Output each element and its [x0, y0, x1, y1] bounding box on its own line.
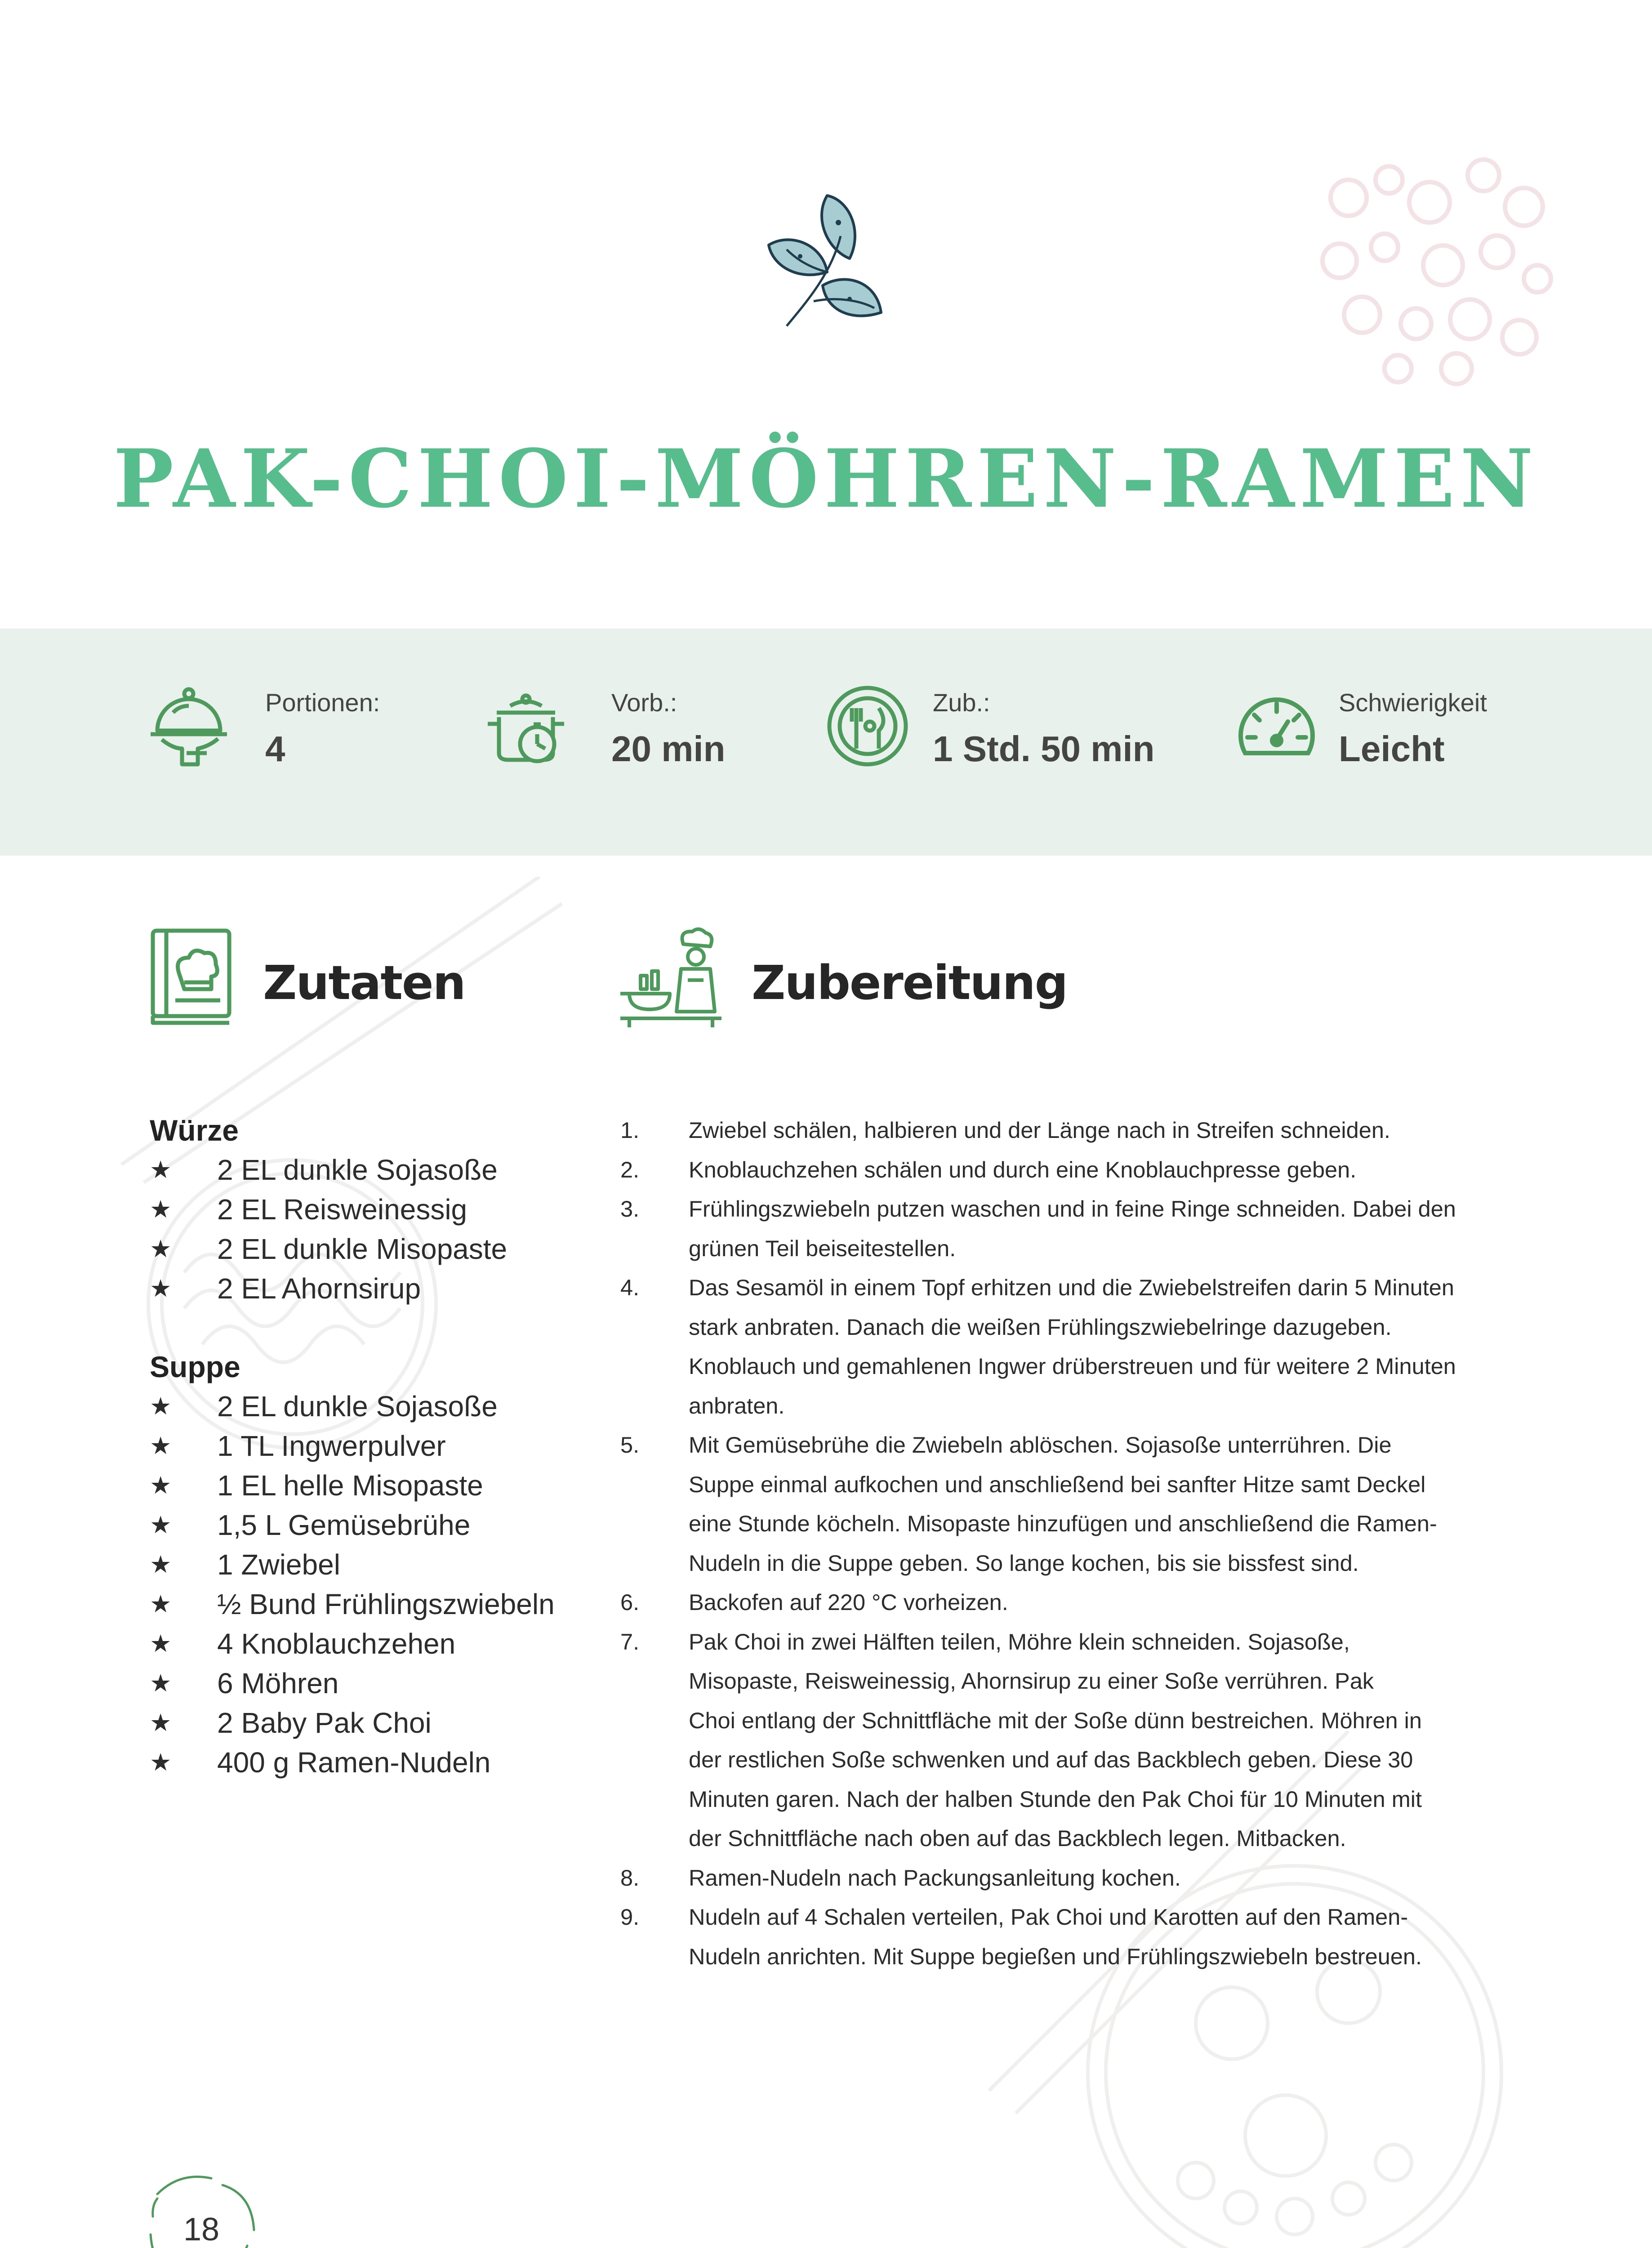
step-item: 6. Backofen auf 220 °C vorheizen.	[620, 1583, 1510, 1622]
star-bullet-icon: ★	[150, 1196, 172, 1223]
star-bullet-icon: ★	[150, 1512, 172, 1539]
cook-time-value: 1 Std. 50 min	[933, 729, 1155, 769]
step-number: 5.	[620, 1432, 640, 1458]
star-bullet-icon: ★	[150, 1156, 172, 1183]
step-item: 7. Pak Choi in zwei Hälften teilen, Möhre klein schneiden. Sojasoße, Misopaste, Reisweinessig, Ahornsirup zu einer Soße verrühren. Pak Choi entlang der Schnittfläche mit der Soße dünn bestreichen. Möhren in der restlichen Soße schwenken und auf das Backblech geben. Diese 30 Minuten garen. Nach der halben Stunde den Pak Choi für 10 Minuten mit der Schnittfläche nach oben auf das Backblech legen. Mitbacken.	[620, 1622, 1510, 1858]
list-item: ★ 2 EL dunkle Misopaste	[150, 1229, 239, 1269]
list-item: ★ 1 EL helle Misopaste	[150, 1466, 240, 1505]
step-number: 2.	[620, 1156, 640, 1182]
star-bullet-icon: ★	[150, 1670, 172, 1697]
list-item: ★ 400 g Ramen-Nudeln	[150, 1743, 240, 1782]
ingredients-heading: Zutaten	[263, 955, 465, 1010]
list-item: ★ 2 EL dunkle Sojasoße	[150, 1150, 239, 1190]
step-number: 1.	[620, 1117, 640, 1143]
step-number: 4.	[620, 1275, 640, 1300]
ingredient-group-wuerze	[150, 1111, 508, 1308]
recipe-title: PAK-CHOI-MÖHREN-RAMEN	[113, 432, 1539, 526]
ingredient-group-title: Suppe	[150, 1350, 240, 1383]
star-bullet-icon: ★	[150, 1275, 172, 1302]
step-number: 9.	[620, 1904, 640, 1930]
step-item: 2. Knoblauchzehen schälen und durch eine Knoblauchpresse geben.	[620, 1150, 1510, 1190]
chef-cooking-icon	[620, 926, 721, 1027]
list-item: ★ ½ Bund Frühlingszwiebeln	[150, 1584, 240, 1624]
step-number: 3.	[620, 1196, 640, 1222]
servings-value: 4	[265, 729, 285, 769]
star-bullet-icon: ★	[150, 1393, 172, 1420]
prep-time-value: 20 min	[611, 729, 726, 769]
list-item: ★ 1 Zwiebel	[150, 1545, 240, 1584]
ingredient-group-title: Würze	[150, 1114, 239, 1147]
step-item: 4. Das Sesamöl in einem Topf erhitzen und die Zwiebelstreifen darin 5 Minuten stark anbraten. Danach die weißen Frühlingszwiebelringe dazugeben. Knoblauch und gemahlenen Ingwer drüberstreuen und für weitere 2 Minuten anbraten.	[620, 1268, 1510, 1425]
step-item: 5. Mit Gemüsebrühe die Zwiebeln ablöschen. Sojasoße unterrühren. Die Suppe einmal aufkochen und anschließend bei sanfter Hitze samt Deckel eine Stunde köcheln. Misopaste hinzufügen und anschließend die Ramen- Nudeln in die Suppe geben. So lange kochen, bis sie bissfest sind.	[620, 1425, 1510, 1583]
plate-cutlery-icon	[825, 681, 910, 771]
step-item: 9. Nudeln auf 4 Schalen verteilen, Pak Choi und Karotten auf den Ramen- Nudeln anrichten. Mit Suppe begießen und Frühlingszwiebeln bestreuen.	[620, 1897, 1510, 1976]
list-item: ★ 2 EL Ahornsirup	[150, 1269, 239, 1308]
list-item: ★ 1,5 L Gemüsebrühe	[150, 1505, 240, 1545]
ingredient-group-suppe	[150, 1347, 555, 1782]
cloche-icon	[146, 681, 232, 771]
list-item: ★ 6 Möhren	[150, 1664, 240, 1703]
cook-time-label: Zub.:	[933, 688, 990, 717]
list-item: ★ 1 TL Ingwerpulver	[150, 1426, 240, 1466]
step-item: 1. Zwiebel schälen, halbieren und der Länge nach in Streifen schneiden.	[620, 1111, 1510, 1150]
step-item: 3. Frühlingszwiebeln putzen waschen und in feine Ringe schneiden. Dabei den grünen Teil beiseitestellen.	[620, 1189, 1510, 1268]
star-bullet-icon: ★	[150, 1551, 172, 1578]
servings-label: Portionen:	[265, 688, 380, 717]
star-bullet-icon: ★	[150, 1709, 172, 1736]
step-number: 8.	[620, 1864, 640, 1891]
herb-leaves-icon	[760, 182, 890, 335]
star-bullet-icon: ★	[150, 1749, 172, 1776]
star-bullet-icon: ★	[150, 1591, 172, 1618]
preparation-heading: Zubereitung	[752, 955, 1068, 1010]
star-bullet-icon: ★	[150, 1472, 172, 1499]
star-bullet-icon: ★	[150, 1236, 172, 1262]
list-item: ★ 4 Knoblauchzehen	[150, 1624, 240, 1664]
list-item: ★ 2 EL dunkle Sojasoße	[150, 1387, 240, 1426]
preparation-steps	[620, 1111, 1510, 1976]
list-item: ★ 2 EL Reisweinessig	[150, 1190, 239, 1229]
speedometer-icon	[1234, 681, 1319, 771]
decorative-noodles-art	[1295, 144, 1573, 396]
difficulty-label: Schwierigkeit	[1339, 688, 1487, 717]
step-item: 8. Ramen-Nudeln nach Packungsanleitung kochen.	[620, 1858, 1510, 1898]
page-number: 18	[183, 2212, 220, 2248]
difficulty-value: Leicht	[1339, 729, 1445, 769]
list-item: ★ 2 Baby Pak Choi	[150, 1703, 240, 1743]
cookbook-chef-hat-icon	[148, 926, 234, 1027]
step-number: 7.	[620, 1628, 640, 1655]
step-number: 6.	[620, 1589, 640, 1615]
star-bullet-icon: ★	[150, 1432, 172, 1459]
pot-timer-icon	[483, 681, 569, 771]
star-bullet-icon: ★	[150, 1630, 172, 1657]
prep-time-label: Vorb.:	[611, 688, 677, 717]
